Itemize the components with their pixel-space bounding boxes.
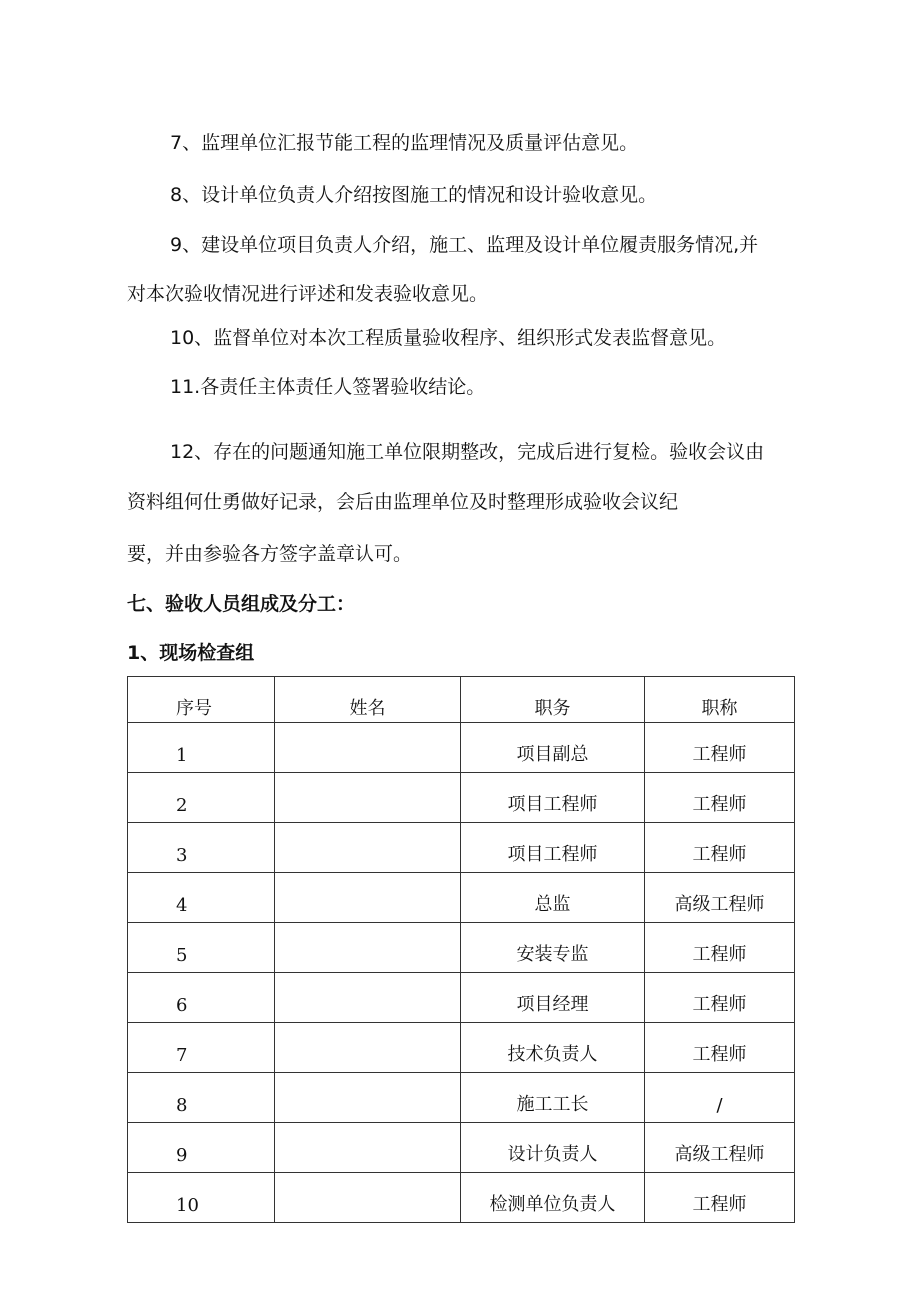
cell-no: 2 <box>128 773 275 823</box>
table-row <box>128 1123 795 1173</box>
step-7: 7、监理单位汇报节能工程的监理情况及质量评估意见。 <box>170 132 639 154</box>
step-12-line-3: 要，并由参验各方签字盖章认可。 <box>127 543 413 565</box>
table-row <box>128 773 795 823</box>
cell-position: 总监 <box>461 873 645 923</box>
cell-title: 工程师 <box>645 973 795 1023</box>
table-header-row <box>128 677 795 723</box>
table-row <box>128 823 795 873</box>
cell-name <box>275 1123 461 1173</box>
cell-position: 安装专监 <box>461 923 645 973</box>
step-11: 11.各责任主体责任人签署验收结论。 <box>170 376 486 398</box>
cell-no: 8 <box>128 1073 275 1123</box>
cell-name <box>275 923 461 973</box>
cell-position: 项目副总 <box>461 723 645 773</box>
cell-position: 设计负责人 <box>461 1123 645 1173</box>
cell-title: 工程师 <box>645 723 795 773</box>
cell-name <box>275 873 461 923</box>
table-row <box>128 1073 795 1123</box>
table-row <box>128 973 795 1023</box>
section-subtitle: 1、现场检查组 <box>127 642 255 664</box>
cell-no: 5 <box>128 923 275 973</box>
cell-no: 4 <box>128 873 275 923</box>
cell-position: 施工工长 <box>461 1073 645 1123</box>
cell-title: 工程师 <box>645 1173 795 1223</box>
cell-title: 工程师 <box>645 773 795 823</box>
cell-no: 1 <box>128 723 275 773</box>
table-row <box>128 1173 795 1223</box>
step-12-line-1: 12、存在的问题通知施工单位限期整改，完成后进行复检。验收会议由 <box>170 441 765 463</box>
cell-no: 3 <box>128 823 275 873</box>
cell-name <box>275 1173 461 1223</box>
cell-title: 高级工程师 <box>645 1123 795 1173</box>
step-10: 10、监督单位对本次工程质量验收程序、组织形式发表监督意见。 <box>170 327 727 349</box>
cell-title: 工程师 <box>645 823 795 873</box>
cell-position: 检测单位负责人 <box>461 1173 645 1223</box>
header-title: 职称 <box>645 677 795 723</box>
step-8: 8、设计单位负责人介绍按图施工的情况和设计验收意见。 <box>170 184 658 206</box>
cell-title: / <box>645 1073 795 1123</box>
header-position: 职务 <box>461 677 645 723</box>
cell-name <box>275 1023 461 1073</box>
header-name: 姓名 <box>275 677 461 723</box>
cell-position: 项目工程师 <box>461 773 645 823</box>
header-no: 序号 <box>128 677 275 723</box>
table-row <box>128 723 795 773</box>
cell-position: 技术负责人 <box>461 1023 645 1073</box>
cell-title: 工程师 <box>645 923 795 973</box>
cell-title: 高级工程师 <box>645 873 795 923</box>
table-row <box>128 873 795 923</box>
cell-no: 10 <box>128 1173 275 1223</box>
cell-name <box>275 973 461 1023</box>
cell-position: 项目工程师 <box>461 823 645 873</box>
step-12-line-2: 资料组何仕勇做好记录，会后由监理单位及时整理形成验收会议纪 <box>127 491 679 513</box>
table-row <box>128 1023 795 1073</box>
step-9-line-1: 9、建设单位项目负责人介绍，施工、监理及设计单位履责服务情况,并 <box>170 234 759 256</box>
cell-position: 项目经理 <box>461 973 645 1023</box>
cell-title: 工程师 <box>645 1023 795 1073</box>
cell-name <box>275 823 461 873</box>
section-title: 七、验收人员组成及分工： <box>127 593 356 615</box>
inspection-team-table <box>127 676 795 1223</box>
cell-no: 6 <box>128 973 275 1023</box>
cell-name <box>275 723 461 773</box>
cell-name <box>275 1073 461 1123</box>
cell-name <box>275 773 461 823</box>
cell-no: 9 <box>128 1123 275 1173</box>
step-9-line-2: 对本次验收情况进行评述和发表验收意见。 <box>127 283 489 305</box>
cell-no: 7 <box>128 1023 275 1073</box>
table-row <box>128 923 795 973</box>
